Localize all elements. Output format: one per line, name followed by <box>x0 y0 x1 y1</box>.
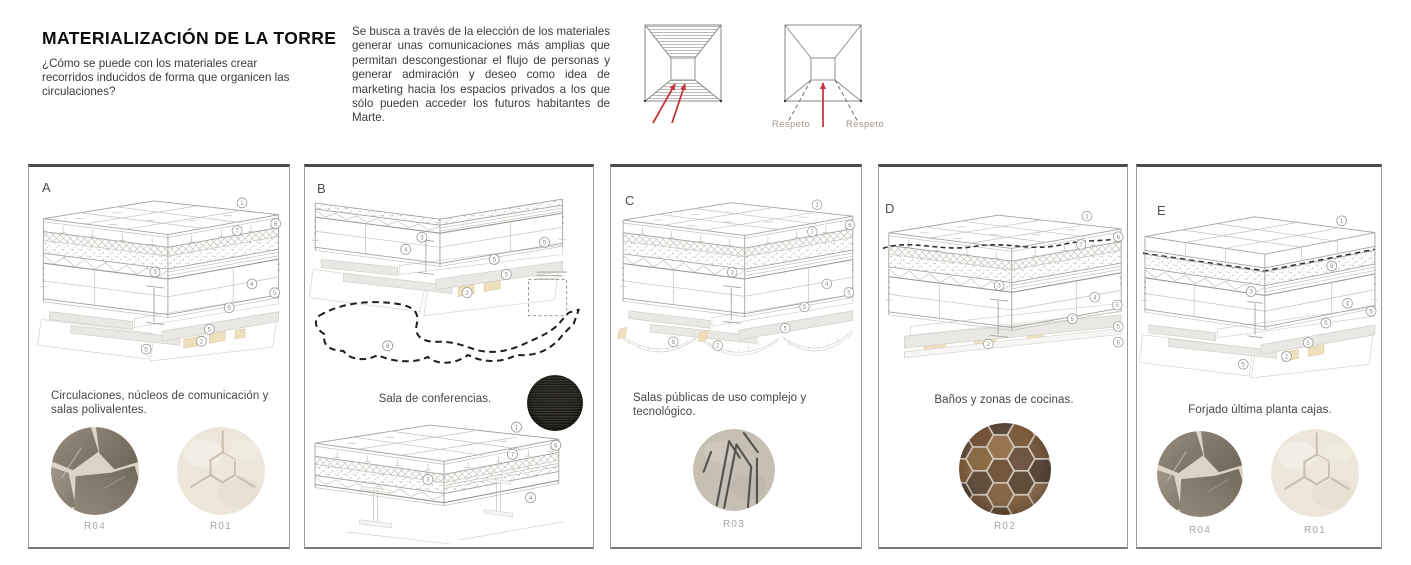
material-sample-r01 <box>177 427 265 515</box>
sample-label-r04: R04 <box>84 521 106 532</box>
detail-drawing-a <box>35 193 285 363</box>
panel-d-letter: D <box>885 201 895 216</box>
callout-label: 1 <box>1085 213 1089 221</box>
callout-label: 8 <box>385 343 390 351</box>
corridor-diagram-hatched <box>640 22 728 130</box>
conference-room-outline <box>316 302 579 363</box>
callout-label: 5 <box>492 256 497 264</box>
material-sample-r02 <box>959 423 1051 515</box>
callout-label: 1 <box>514 424 519 432</box>
panel-a <box>28 164 290 549</box>
callout-label: 5 <box>1116 323 1120 331</box>
callout-label: 5 <box>1306 339 1310 347</box>
panel-a-caption: Circulaciones, núcleos de comunicación y salas polivalentes. <box>51 390 269 417</box>
callout-label: 6 <box>553 442 558 450</box>
callout-label: 5 <box>1115 302 1119 310</box>
page-title: MATERIALIZACIÓN DE LA TORRE <box>42 28 337 48</box>
callout-label: 4 <box>403 246 408 254</box>
callout-label: 1 <box>1339 217 1344 225</box>
panel-c-letter: C <box>625 193 635 208</box>
callout-label: 5 <box>1241 361 1245 369</box>
respeto-label-left: Respeto <box>771 119 811 130</box>
material-sample-r04 <box>51 427 139 515</box>
callout-label: 7 <box>510 451 515 459</box>
callout-label: 5 <box>783 325 787 333</box>
sample-label-r02: R02 <box>994 521 1016 532</box>
corridor-diagram-respeto <box>780 22 868 130</box>
detail-drawing-e <box>1139 209 1379 382</box>
panel-b-caption: Sala de conferencias. <box>378 393 492 405</box>
material-sample-r01 <box>1271 429 1359 517</box>
callout-label: 2 <box>716 342 720 350</box>
callout-label: 5 <box>847 289 851 297</box>
callout-label: 2 <box>986 341 991 349</box>
callout-label: 6 <box>848 222 852 230</box>
callout-label: 4 <box>250 281 254 289</box>
callout-label: 5 <box>802 304 807 312</box>
panel-a-letter: A <box>42 180 51 195</box>
callout-label: 4 <box>1345 300 1350 308</box>
callout-label: 3 <box>426 476 430 484</box>
callout-label: 5 <box>272 290 277 297</box>
callout-label: 7 <box>235 227 239 235</box>
callout-label: 1 <box>240 200 244 208</box>
intro-paragraph: Se busca a través de la elección de los materiales generar unas comunicaciones más amplias que permitan descongestionar el flujo de personas y generar admiración y deseo como idea de marketing hacia los espacios privados a los que sólo pueden acceder los futuros habitantes de Marte. <box>352 25 610 125</box>
callout-label: 8 <box>1116 339 1120 347</box>
callout-label: 3 <box>420 234 424 242</box>
panel-e <box>1136 164 1382 549</box>
detail-drawing-b-bottom <box>309 417 589 550</box>
callout-label: 5 <box>207 326 212 334</box>
panel-c-caption: Salas públicas de uso complejo y tecnológico. <box>633 392 807 419</box>
callout-label: 5 <box>1369 308 1373 316</box>
callout-label: 5 <box>504 271 509 279</box>
panel-e-caption: Forjado última planta cajas. <box>1188 404 1332 416</box>
callout-label: 5 <box>1324 320 1328 328</box>
callout-label: 3 <box>730 269 734 277</box>
material-sample-r03 <box>693 429 775 511</box>
panel-b <box>304 164 594 549</box>
callout-label: 5 <box>1070 315 1075 323</box>
callout-label: 2 <box>1284 353 1289 361</box>
callout-label: 6 <box>273 220 278 228</box>
detail-drawing-b-top <box>309 193 589 372</box>
callout-label: 3 <box>1249 288 1253 296</box>
respeto-label-right: Respeto <box>845 119 885 130</box>
callout-label: 5 <box>144 346 148 354</box>
question-text: ¿Cómo se puede con los materiales crear recorridos inducidos de forma que organicen las circulaciones? <box>42 57 290 99</box>
panel-e-letter: E <box>1157 203 1166 218</box>
callout-label: 2 <box>465 289 469 297</box>
callout-label: 3 <box>153 269 157 277</box>
callout-label: 4 <box>528 494 533 502</box>
detail-drawing-d <box>881 207 1127 364</box>
detail-drawing-c <box>615 195 859 361</box>
panel-b-letter: B <box>317 181 326 196</box>
callout-label: 3 <box>997 282 1001 290</box>
callout-label: 2 <box>199 338 204 346</box>
callout-label: 4 <box>1093 294 1097 302</box>
sample-label-r01: R01 <box>1304 525 1326 536</box>
sample-label-r03: R03 <box>723 519 745 530</box>
panel-c <box>610 164 862 549</box>
callout-label: 6 <box>1330 263 1334 271</box>
sample-label-r01: R01 <box>210 521 232 532</box>
sample-label-r04: R04 <box>1189 525 1211 536</box>
material-sample-r04 <box>1157 431 1243 517</box>
dashed-detail-box <box>528 279 566 315</box>
callout-label: 5 <box>542 239 547 247</box>
illegible-note-lines <box>536 271 566 279</box>
callout-label: 8 <box>671 338 675 346</box>
callout-label: 5 <box>227 304 231 312</box>
callout-label: 7 <box>1079 241 1083 249</box>
panel-d <box>878 164 1128 549</box>
callout-label: 4 <box>825 280 829 288</box>
callout-label: 1 <box>815 201 819 209</box>
panel-d-caption: Baños y zonas de cocinas. <box>934 394 1074 406</box>
callout-label: 6 <box>1116 233 1120 241</box>
callout-label: 7 <box>810 228 814 236</box>
